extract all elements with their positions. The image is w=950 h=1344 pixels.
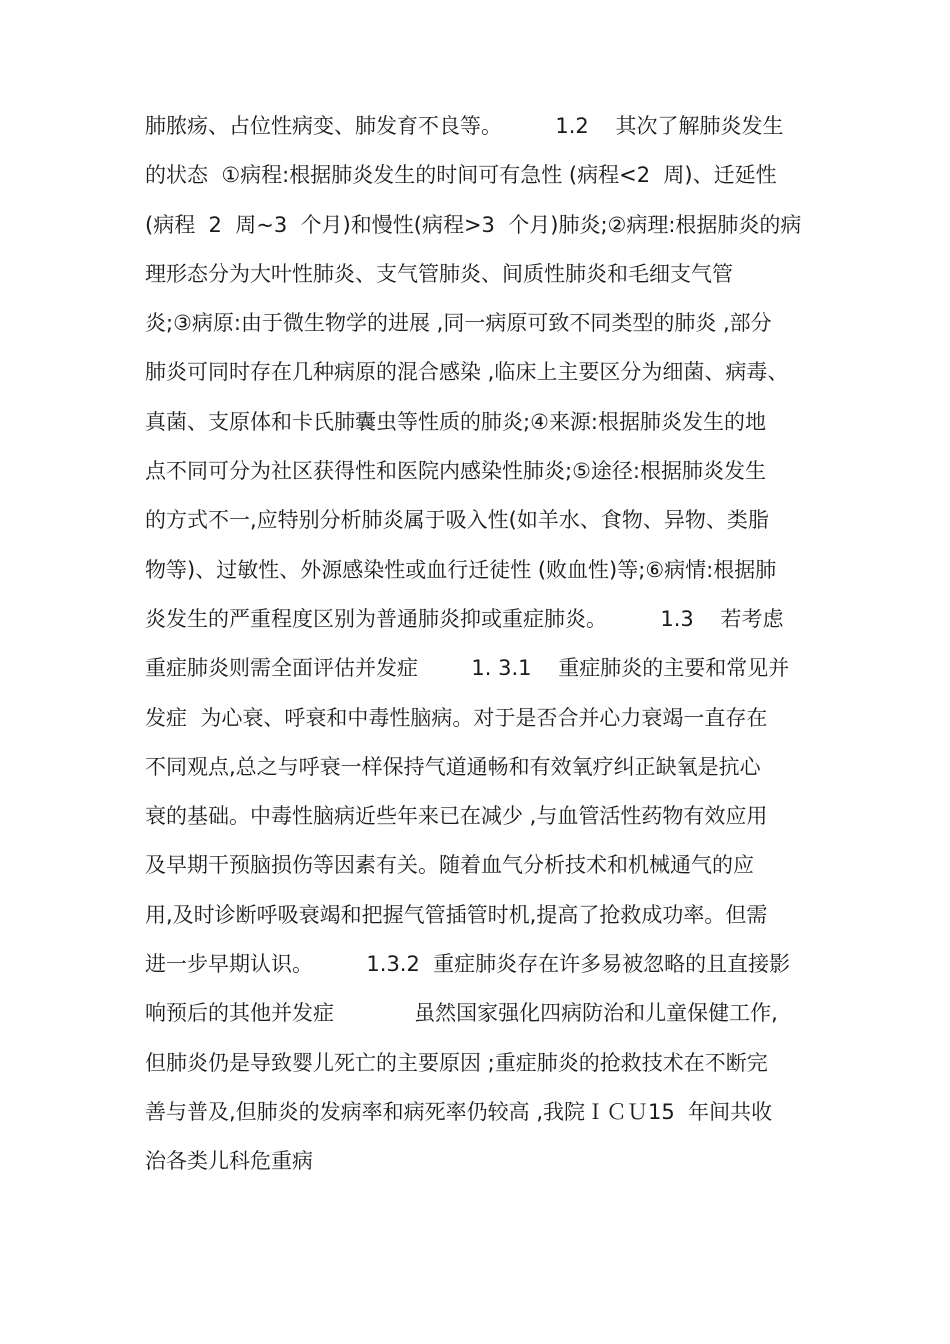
text-line: 进一步早期认识。 1.3.2 重症肺炎存在许多易被忽略的且直接影 — [145, 952, 791, 977]
text-line: 不同观点,总之与呼衰一样保持气道通畅和有效氧疗纠正缺氧是抗心 — [145, 754, 761, 779]
text-line: 炎发生的严重程度区别为普通肺炎抑或重症肺炎。 1.3 若考虑 — [145, 606, 784, 631]
text-line: 但肺炎仍是导致婴儿死亡的主要原因 ;重症肺炎的抢救技术在不断完 — [145, 1050, 768, 1075]
text-line: 真菌、支原体和卡氏肺囊虫等性质的肺炎;④来源:根据肺炎发生的地 — [145, 409, 766, 434]
text-line: 重症肺炎则需全面评估并发症 1. 3.1 重症肺炎的主要和常见并 — [145, 656, 790, 681]
text-line: 治各类儿科危重病 — [145, 1149, 313, 1174]
text-line: 物等)、过敏性、外源感染性或血行迁徒性 (败血性)等;⑥病情:根据肺 — [145, 557, 777, 582]
text-line: 肺炎可同时存在几种病原的混合感染 ,临床上主要区分为细菌、病毒、 — [145, 360, 789, 385]
text-line: 理形态分为大叶性肺炎、支气管肺炎、间质性肺炎和毛细支气管 — [145, 261, 733, 286]
text-line: 衰的基础。中毒性脑病近些年来已在减少 ,与血管活性药物有效应用 — [145, 804, 768, 829]
text-line: 炎;③病原:由于微生物学的进展 ,同一病原可致不同类型的肺炎 ,部分 — [145, 311, 772, 336]
text-line: 及早期干预脑损伤等因素有关。随着血气分析技术和机械通气的应 — [145, 853, 754, 878]
text-line: (病程 2 周~3 个月)和慢性(病程>3 个月)肺炎;②病理:根据肺炎的病 — [145, 212, 802, 237]
text-line: 点不同可分为社区获得性和医院内感染性肺炎;⑤途径:根据肺炎发生 — [145, 459, 766, 484]
text-line: 的状态 ①病程:根据肺炎发生的时间可有急性 (病程<2 周)、迁延性 — [145, 163, 777, 188]
text-line: 发症 为心衰、呼衰和中毒性脑病。对于是否合并心力衰竭一直存在 — [145, 705, 768, 730]
text-line: 肺脓疡、占位性病变、肺发育不良等。 1.2 其次了解肺炎发生 — [145, 114, 784, 138]
body-text — [145, 102, 825, 1187]
text-line: 用,及时诊断呼吸衰竭和把握气管插管时机,提高了抢救成功率。但需 — [145, 902, 768, 927]
text-line: 响预后的其他并发症 虽然国家强化四病防治和儿童保健工作, — [145, 1001, 778, 1026]
text-line: 善与普及,但肺炎的发病率和病死率仍较高 ,我院ＩＣＵ15 年间共收 — [145, 1099, 773, 1124]
text-line: 的方式不一,应特别分析肺炎属于吸入性(如羊水、食物、异物、类脂 — [145, 508, 769, 533]
